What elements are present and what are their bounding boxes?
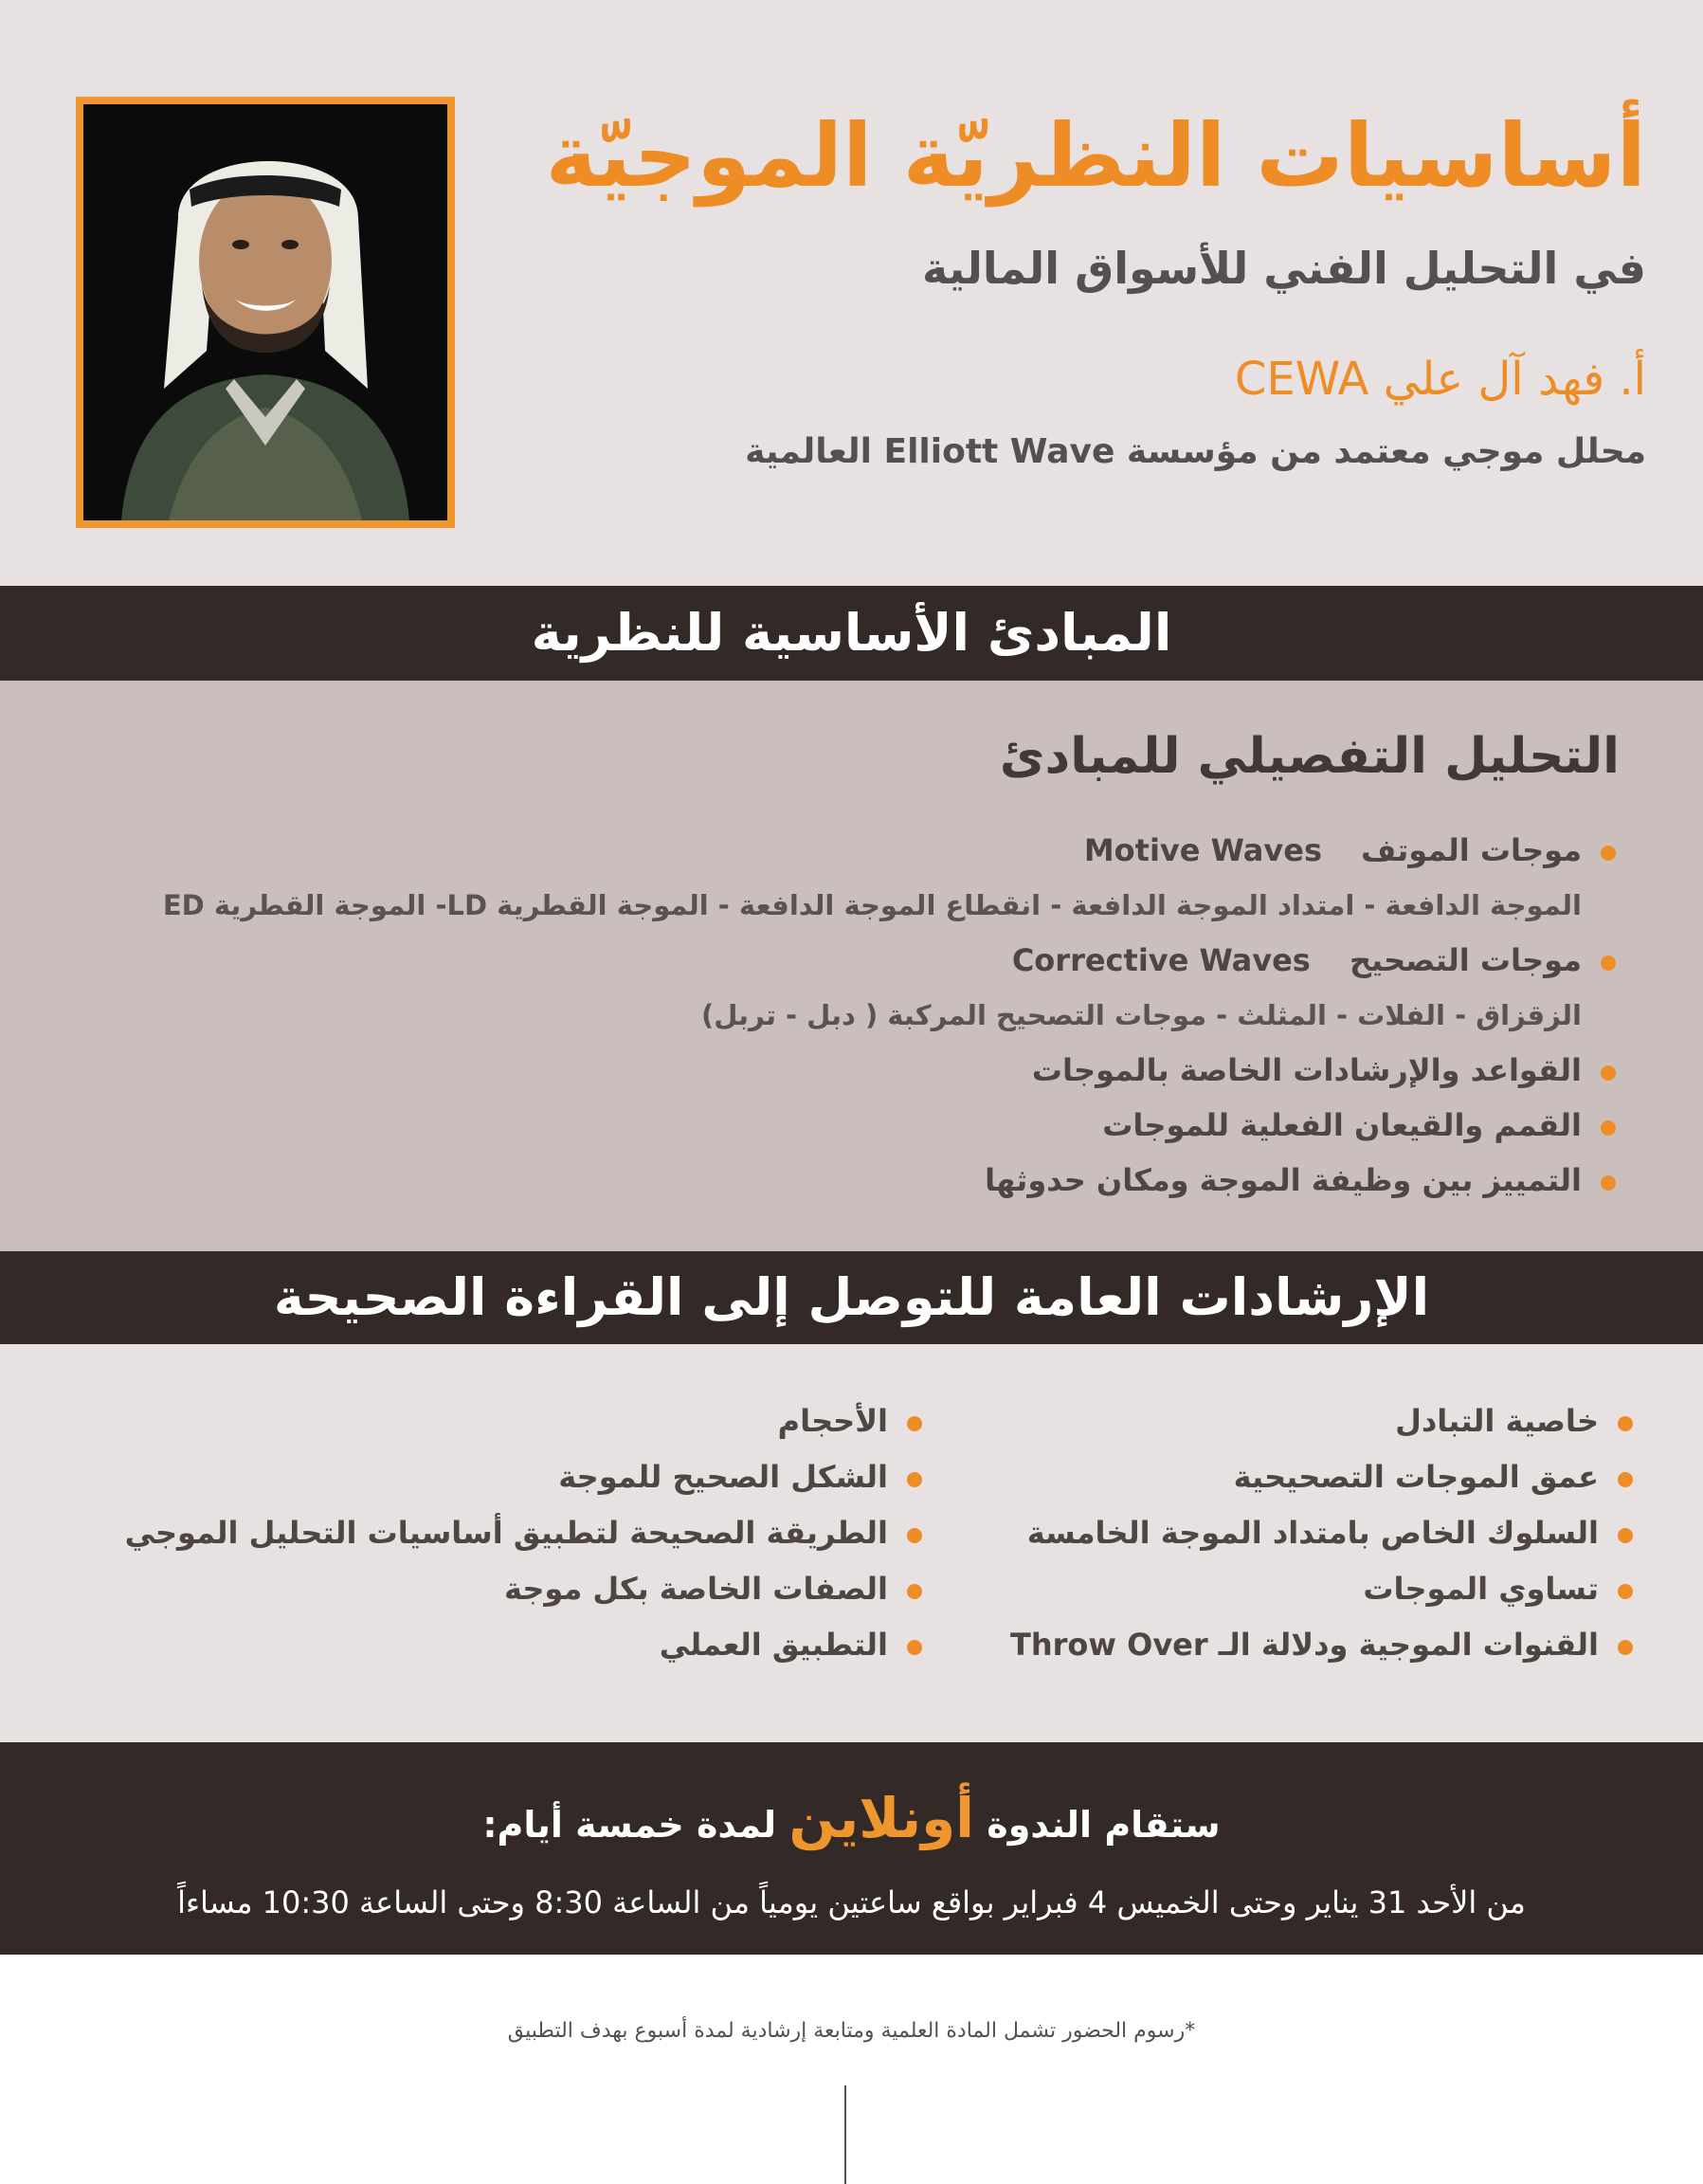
bullet-icon — [1601, 846, 1616, 861]
divider-line — [844, 2085, 846, 2184]
list-item — [73, 1617, 926, 1673]
header-section — [0, 0, 1703, 586]
list-item-label: خاصية التبادل — [1395, 1403, 1599, 1439]
list-item-label: الشكل الصحيح للموجة — [558, 1459, 888, 1495]
bullet-icon — [1601, 1175, 1616, 1191]
list-item — [65, 823, 1620, 878]
presenter-photo — [76, 97, 455, 528]
list-item-label: الصفات الخاصة بكل موجة — [503, 1571, 888, 1607]
list-item-label: عمق الموجات التصحيحية — [1233, 1459, 1599, 1495]
list-item — [73, 1561, 926, 1617]
page-title: أساسيات النظريّة الموجيّة — [545, 105, 1646, 207]
bullet-icon — [1601, 1065, 1616, 1081]
bullet-icon — [907, 1416, 922, 1431]
principles-section — [0, 681, 1703, 1251]
list-item-label: الأحجام — [777, 1403, 888, 1439]
online-text-after: لمدة خمسة أيام: — [482, 1804, 789, 1846]
list-item — [879, 1617, 1637, 1673]
principles-heading: التحليل التفصيلي للمبادئ — [999, 728, 1620, 785]
list-item — [879, 1393, 1637, 1449]
list-item — [65, 933, 1620, 988]
guidelines-band-title: الإرشادات العامة للتوصل إلى القراءة الصحيحة — [0, 1251, 1703, 1344]
motive-english: Motive Waves — [1083, 832, 1322, 868]
online-highlight: أونلاين — [788, 1786, 975, 1850]
bullet-icon — [1601, 1120, 1616, 1136]
motive-detail: الموجة الدافعة - امتداد الموجة الدافعة - انقطاع الموجة الدافعة - الموجة القطرية LD- الموجة القطرية ED — [162, 889, 1582, 921]
list-item — [73, 1505, 926, 1561]
list-item — [73, 1449, 926, 1505]
guidelines-section — [0, 1344, 1703, 1742]
list-item — [879, 1561, 1637, 1617]
bullet-icon — [907, 1584, 922, 1599]
online-event-bar — [0, 1742, 1703, 1955]
guidelines-right-column — [879, 1393, 1637, 1673]
presenter-name: أ. فهد آل علي CEWA — [1234, 353, 1646, 406]
bullet-icon — [1618, 1416, 1633, 1431]
list-item-label: القمم والقيعان الفعلية للموجات — [1102, 1107, 1582, 1143]
list-item — [65, 1098, 1620, 1153]
footnote: *رسوم الحضور تشمل المادة العلمية ومتابعة إرشادية لمدة أسبوع بهدف التطبيق — [507, 2019, 1196, 2043]
bullet-icon — [1601, 956, 1616, 971]
list-item — [879, 1505, 1637, 1561]
presenter-portrait-image — [83, 104, 447, 520]
list-item-label: التطبيق العملي — [659, 1627, 888, 1663]
presenter-credential: محلل موجي معتمد من مؤسسة Elliott Wave العالمية — [745, 432, 1646, 471]
principles-band-title: المبادئ الأساسية للنظرية — [0, 586, 1703, 681]
list-item-label: تساوي الموجات — [1363, 1571, 1599, 1607]
list-item-label: التمييز بين وظيفة الموجة ومكان حدوثها — [985, 1162, 1582, 1198]
bullet-icon — [907, 1472, 922, 1487]
list-item-label: الطريقة الصحيحة لتطبيق أساسيات التحليل الموجي — [124, 1515, 888, 1551]
bullet-icon — [1618, 1640, 1633, 1655]
list-item-label: القواعد والإرشادات الخاصة بالموجات — [1031, 1052, 1582, 1088]
bullet-icon — [1618, 1584, 1633, 1599]
online-announcement — [0, 1786, 1703, 1850]
motive-label: موجات الموتف — [1361, 832, 1582, 868]
list-item — [879, 1449, 1637, 1505]
list-item — [73, 1393, 926, 1449]
list-item-label: القنوات الموجية ودلالة الـ Throw Over — [1010, 1627, 1599, 1663]
list-item — [65, 1153, 1620, 1208]
page-subtitle: في التحليل الفني للأسواق المالية — [921, 243, 1646, 294]
list-item — [65, 1043, 1620, 1098]
event-schedule: من الأحد 31 يناير وحتى الخميس 4 فبراير بواقع ساعتين يومياً من الساعة 8:30 وحتى الساعة 10:30 مساءاً — [177, 1884, 1526, 1920]
bullet-icon — [907, 1528, 922, 1543]
bullet-icon — [907, 1640, 922, 1655]
guidelines-left-column — [73, 1393, 926, 1673]
online-text-before: ستقام الندوة — [974, 1804, 1221, 1846]
bullet-icon — [1618, 1528, 1633, 1543]
principles-list — [65, 823, 1620, 1208]
list-item-label: السلوك الخاص بامتداد الموجة الخامسة — [1026, 1515, 1599, 1551]
bullet-icon — [1618, 1472, 1633, 1487]
corrective-english: Corrective Waves — [1011, 942, 1311, 978]
corrective-label: موجات التصحيح — [1349, 942, 1582, 978]
corrective-detail: الزقزاق - الفلات - المثلث - موجات التصحيح المركبة ( دبل - تربل) — [701, 999, 1582, 1031]
